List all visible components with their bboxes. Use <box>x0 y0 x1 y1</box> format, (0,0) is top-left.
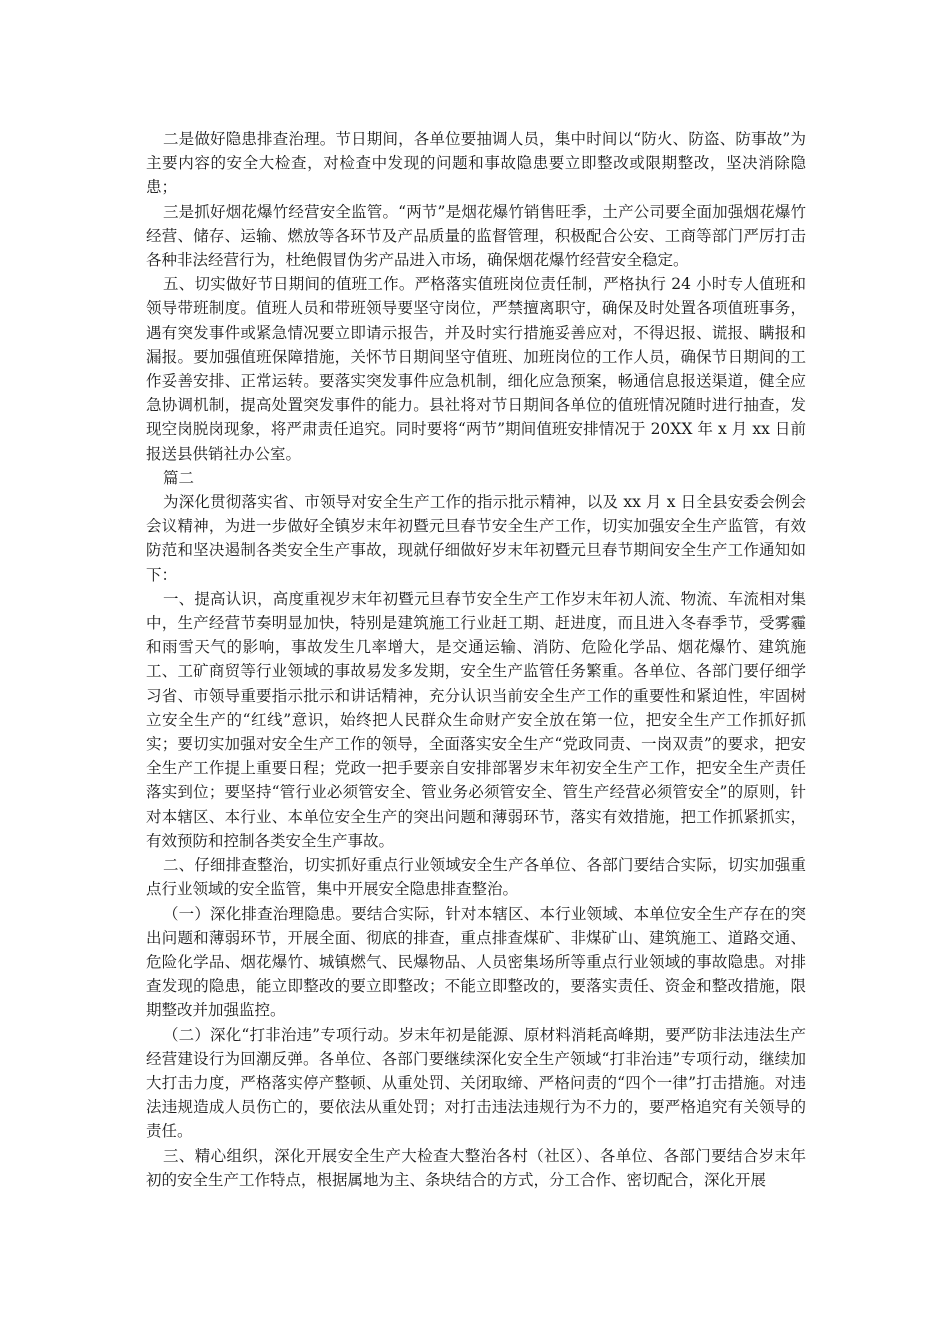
paragraph-deepen-hazard-governance: （一）深化排查治理隐患。要结合实际，针对本辖区、本行业领域、本单位安全生产存在的突出问题和薄弱环节，开展全面、彻底的排查，重点排查煤矿、非煤矿山、建筑施工、道路交通、危险化学品、烟花爆竹、城镇燃气、民爆物品、人员密集场所等重点行业领域的事故隐患。对排查发现的隐患，能立即整改的要立即整改；不能立即整改的，要落实责任、资金和整改措施，限期整改并加强监控。 <box>146 904 806 1020</box>
document-page <box>146 127 806 1192</box>
paragraph-fireworks-supervision: 三是抓好烟花爆竹经营安全监管。“两节”是烟花爆竹销售旺季，土产公司要全面加强烟花爆竹经营、储存、运输、燃放等各环节及产品质量的监督管理，积极配合公安、工商等部门严厉打击各种非法经营行为，杜绝假冒伪劣产品进入市场，确保烟花爆竹经营安全稳定。 <box>146 202 806 270</box>
paragraph-intro-notice: 为深化贯彻落实省、市领导对安全生产工作的指示批示精神，以及 xx 月 x 日全县安委会例会会议精神，为进一步做好全镇岁末年初暨元旦春节安全生产工作，切实加强安全生产监管，有效防范和坚决遏制各类安全生产事故，现就仔细做好岁末年初暨元旦春节期间安全生产工作通知如下： <box>146 493 806 584</box>
paragraph-organize-inspection: 三、精心组织，深化开展安全生产大检查大整治各村（社区）、各单位、各部门要结合岁末年初的安全生产工作特点，根据属地为主、条块结合的方式，分工合作、密切配合，深化开展 <box>146 1146 806 1189</box>
paragraph-raise-awareness: 一、提高认识，高度重视岁末年初暨元旦春节安全生产工作岁末年初人流、物流、车流相对集中，生产经营节奏明显加快，特别是建筑施工行业赶工期、赶进度，而且进入冬春季节，受雾霾和雨雪天气的影响，事故发生几率增大，是交通运输、消防、危险化学品、烟花爆竹、建筑施工、工矿商贸等行业领域的事故易发多发期，安全生产监管任务繁重。各单位、各部门要仔细学习省、市领导重要指示批示和讲话精神，充分认识当前安全生产工作的重要性和紧迫性，牢固树立安全生产的“红线”意识，始终把人民群众生命财产安全放在第一位，把安全生产工作抓好抓实；要切实加强对安全生产工作的领导，全面落实安全生产“党政同责、一岗双责”的要求，把安全生产工作提上重要日程；党政一把手要亲自安排部署岁末年初安全生产工作，把安全生产责任落实到位；要坚持“管行业必须管安全、管业务必须管安全、管生产经营必须管安全”的原则，针对本辖区、本行业、本单位安全生产的突出问题和薄弱环节，落实有效措施，把工作抓紧抓实，有效预防和控制各类安全生产事故。 <box>146 589 806 850</box>
paragraph-holiday-duty: 五、切实做好节日期间的值班工作。严格落实值班岗位责任制，严格执行 24 小时专人值班和领导带班制度。值班人员和带班领导要坚守岗位，严禁擅离职守，确保及时处置各项值班事务，遇有突发事件或紧急情况要立即请示报告，并及时实行措施妥善应对，不得迟报、谎报、瞒报和漏报。要加强值班保障措施，关怀节日期间坚守值班、加班岗位的工作人员，确保节日期间的工作妥善安排、正常运转。要落实突发事件应急机制，细化应急预案，畅通信息报送渠道，健全应急协调机制，提高处置突发事件的能力。县社将对节日期间各单位的值班情况随时进行抽查，发现空岗脱岗现象，将严肃责任追究。同时要将“两节”期间值班安排情况于 20XX 年 x 月 xx 日前报送县供销社办公室。 <box>146 275 806 463</box>
section-heading-part-two: 篇二 <box>163 468 195 487</box>
paragraph-hazard-inspection: 二是做好隐患排查治理。节日期间，各单位要抽调人员，集中时间以“防火、防盗、防事故”为主要内容的安全大检查，对检查中发现的问题和事故隐患要立即整改或限期整改，坚决消除隐患； <box>146 130 806 197</box>
paragraph-inspection-rectification: 二、仔细排查整治，切实抓好重点行业领域安全生产各单位、各部门要结合实际，切实加强重点行业领域的安全监管，集中开展安全隐患排查整治。 <box>146 856 806 899</box>
paragraph-crackdown-campaign: （二）深化“打非治违”专项行动。岁末年初是能源、原材料消耗高峰期，要严防非法违法生产经营建设行为回潮反弹。各单位、各部门要继续深化安全生产领域“打非治违”专项行动，继续加大打击力度，严格落实停产整顿、从重处罚、关闭取缔、严格问责的“四个一律”打击措施。对违法违规造成人员伤亡的，要依法从重处罚；对打击违法违规行为不力的，要严格追究有关领导的责任。 <box>146 1025 806 1141</box>
